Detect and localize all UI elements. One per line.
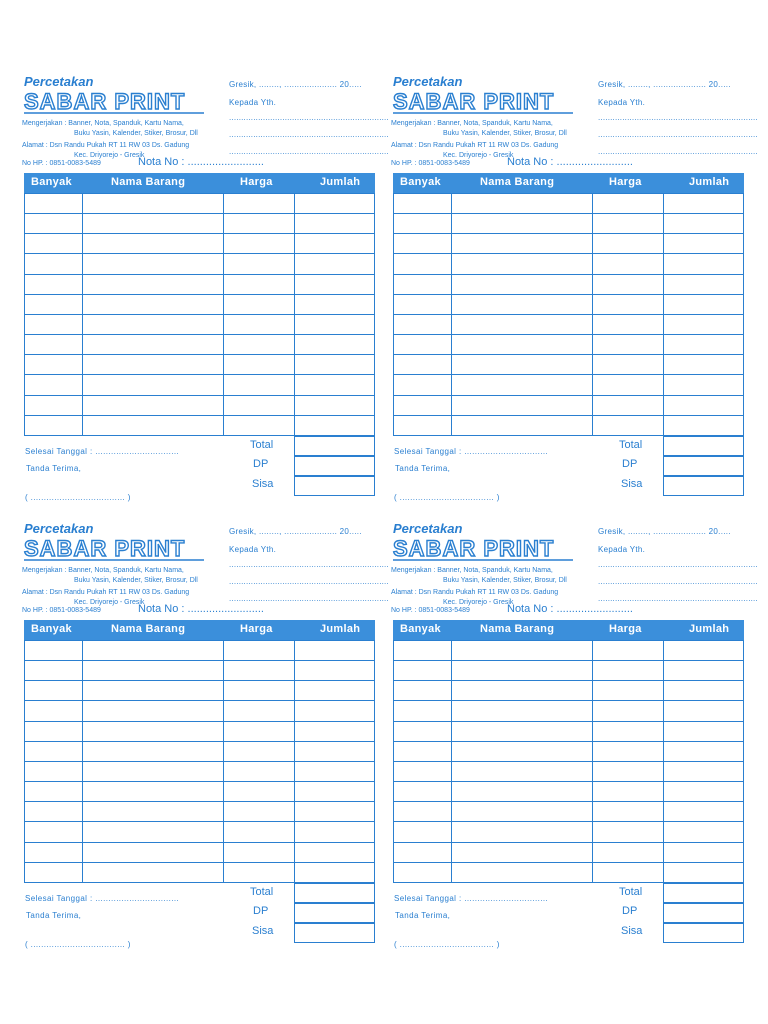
services-line-2: Buku Yasin, Kalender, Stiker, Brosur, Dll — [74, 577, 198, 584]
table-row-line — [24, 415, 375, 416]
recipient-line-2: .................................................................. — [598, 577, 758, 586]
table-row-line — [393, 781, 744, 782]
sisa-label: Sisa — [252, 925, 274, 937]
services-line-2: Buku Yasin, Kalender, Stiker, Brosur, Dll — [74, 130, 198, 137]
header-harga: Harga — [609, 176, 642, 188]
table-header — [393, 620, 744, 640]
selesai-tanggal: Selesai Tanggal : ................................ — [394, 894, 549, 903]
services — [22, 119, 198, 139]
address-line-2: Kec. Driyorejo - Gresik — [443, 151, 514, 159]
phone-number: No HP. : 0851-0083-5489 — [391, 160, 470, 167]
table-grid — [24, 193, 375, 435]
sisa-label: Sisa — [252, 478, 274, 490]
services — [391, 119, 567, 139]
services-line-1: Mengerjakan : Banner, Nota, Spanduk, Kartu Nama, — [22, 120, 184, 127]
header-nama-barang: Nama Barang — [480, 623, 555, 635]
dp-label: DP — [622, 458, 638, 470]
header-nama-barang: Nama Barang — [111, 623, 186, 635]
tanda-terima: Tanda Terima, — [26, 911, 82, 920]
signature-line: ( .................................... ) — [25, 940, 131, 949]
table-row-line — [393, 253, 744, 254]
table-row-line — [24, 274, 375, 275]
recipient-line-3: .................................................................. — [598, 594, 758, 603]
table-row-line — [24, 314, 375, 315]
table-row-line — [393, 354, 744, 355]
sabar-print-logo — [391, 534, 581, 562]
invoice-form-2 — [391, 72, 758, 502]
kepada-yth-label: Kepada Yth. — [598, 98, 646, 107]
date-line: Gresik, ........, ..................... 20..... — [598, 527, 731, 536]
dp-box[interactable] — [663, 903, 744, 923]
dp-label: DP — [253, 458, 269, 470]
table-grid — [393, 193, 744, 435]
address-line-2: Kec. Driyorejo - Gresik — [443, 598, 514, 606]
invoice-table — [393, 620, 744, 882]
table-row-line — [393, 660, 744, 661]
dp-label: DP — [622, 905, 638, 917]
address-line-1: Alamat : Dsn Randu Pukah RT 11 RW 03 Ds. Gadung — [391, 589, 559, 596]
recipient-line-2: .................................................................. — [229, 130, 389, 139]
recipient-line-1: .................................................................. — [598, 560, 758, 569]
kepada-yth-label: Kepada Yth. — [229, 545, 277, 554]
nota-number: Nota No : ......................... — [507, 603, 633, 615]
invoice-form-1 — [22, 72, 389, 502]
phone-number: No HP. : 0851-0083-5489 — [22, 160, 101, 167]
total-label: Total — [619, 439, 643, 451]
table-row-line — [393, 842, 744, 843]
sisa-box[interactable] — [294, 476, 375, 496]
header-harga: Harga — [240, 176, 273, 188]
phone-number: No HP. : 0851-0083-5489 — [391, 607, 470, 614]
recipient-line-3: .................................................................. — [229, 147, 389, 156]
selesai-tanggal: Selesai Tanggal : ................................ — [25, 447, 180, 456]
table-row-line — [24, 700, 375, 701]
table-row-line — [24, 761, 375, 762]
address-line-2: Kec. Driyorejo - Gresik — [74, 598, 145, 606]
header-nama-barang: Nama Barang — [111, 176, 186, 188]
sabar-print-logo — [22, 87, 212, 115]
header-harga: Harga — [609, 623, 642, 635]
address-line-1: Alamat : Dsn Randu Pukah RT 11 RW 03 Ds. Gadung — [391, 142, 559, 149]
table-row-line — [24, 680, 375, 681]
header-jumlah: Jumlah — [689, 176, 730, 188]
invoice-table — [24, 173, 375, 435]
date-line: Gresik, ........, ..................... 20..... — [229, 527, 362, 536]
brand-logo-text: SABAR PRINT — [24, 89, 186, 114]
recipient-line-2: .................................................................. — [229, 577, 389, 586]
services-line-1: Mengerjakan : Banner, Nota, Spanduk, Kartu Nama, — [22, 567, 184, 574]
header-jumlah: Jumlah — [689, 623, 730, 635]
sisa-box[interactable] — [663, 476, 744, 496]
table-row-line — [393, 294, 744, 295]
brand-logo-text: SABAR PRINT — [393, 89, 555, 114]
signature-line: ( .................................... ) — [25, 493, 131, 502]
signature-line: ( .................................... ) — [394, 493, 500, 502]
header-banyak: Banyak — [400, 623, 441, 635]
header-harga: Harga — [240, 623, 273, 635]
kepada-yth-label: Kepada Yth. — [598, 545, 646, 554]
total-box[interactable] — [294, 883, 375, 903]
percetakan-label: Percetakan — [24, 521, 94, 536]
table-row-line — [24, 193, 375, 194]
table-row-line — [393, 233, 744, 234]
header-jumlah: Jumlah — [320, 623, 361, 635]
percetakan-label: Percetakan — [24, 74, 94, 89]
total-box[interactable] — [663, 883, 744, 903]
table-grid — [393, 640, 744, 882]
table-row-line — [393, 862, 744, 863]
table-row-line — [393, 821, 744, 822]
header-nama-barang: Nama Barang — [480, 176, 555, 188]
table-row-line — [24, 821, 375, 822]
invoice-table — [24, 620, 375, 882]
signature-line: ( .................................... ) — [394, 940, 500, 949]
table-row-line — [24, 294, 375, 295]
table-row-line — [393, 374, 744, 375]
table-header — [393, 173, 744, 193]
total-box[interactable] — [663, 436, 744, 456]
table-row-line — [393, 741, 744, 742]
table-row-line — [393, 680, 744, 681]
sisa-label: Sisa — [621, 925, 643, 937]
header-banyak: Banyak — [400, 176, 441, 188]
total-label: Total — [619, 886, 643, 898]
total-label: Total — [250, 886, 274, 898]
invoice-form-3 — [22, 519, 389, 949]
table-row-line — [24, 842, 375, 843]
brand-logo-text: SABAR PRINT — [393, 536, 555, 561]
table-row-line — [24, 354, 375, 355]
services — [22, 566, 198, 586]
table-row-line — [24, 741, 375, 742]
table-row-line — [393, 314, 744, 315]
address-line-1: Alamat : Dsn Randu Pukah RT 11 RW 03 Ds. Gadung — [22, 589, 190, 596]
address-line-2: Kec. Driyorejo - Gresik — [74, 151, 145, 159]
sisa-label: Sisa — [621, 478, 643, 490]
recipient-line-3: .................................................................. — [598, 147, 758, 156]
table-row-line — [393, 721, 744, 722]
percetakan-label: Percetakan — [393, 521, 463, 536]
table-row-line — [24, 862, 375, 863]
sisa-box[interactable] — [663, 923, 744, 943]
total-box[interactable] — [294, 436, 375, 456]
kepada-yth-label: Kepada Yth. — [229, 98, 277, 107]
percetakan-label: Percetakan — [393, 74, 463, 89]
brand-logo-text: SABAR PRINT — [24, 536, 186, 561]
services-line-2: Buku Yasin, Kalender, Stiker, Brosur, Dll — [443, 577, 567, 584]
header-banyak: Banyak — [31, 623, 72, 635]
table-row-line — [393, 700, 744, 701]
header-jumlah: Jumlah — [320, 176, 361, 188]
date-line: Gresik, ........, ..................... 20..... — [598, 80, 731, 89]
table-row-line — [393, 801, 744, 802]
dp-box[interactable] — [663, 456, 744, 476]
table-row-line — [24, 801, 375, 802]
tanda-terima: Tanda Terima, — [395, 911, 451, 920]
table-row-line — [393, 334, 744, 335]
table-grid — [24, 640, 375, 882]
recipient-line-2: .................................................................. — [598, 130, 758, 139]
table-row-line — [24, 660, 375, 661]
nota-number: Nota No : ......................... — [138, 156, 264, 168]
tanda-terima: Tanda Terima, — [395, 464, 451, 473]
dp-label: DP — [253, 905, 269, 917]
table-row-line — [393, 640, 744, 641]
recipient-line-1: .................................................................. — [598, 113, 758, 122]
nota-number: Nota No : ......................... — [507, 156, 633, 168]
table-row-line — [24, 233, 375, 234]
services-line-1: Mengerjakan : Banner, Nota, Spanduk, Kartu Nama, — [391, 120, 553, 127]
table-row-line — [24, 374, 375, 375]
table-row-line — [393, 193, 744, 194]
services — [391, 566, 567, 586]
recipient-line-3: .................................................................. — [229, 594, 389, 603]
address-line-1: Alamat : Dsn Randu Pukah RT 11 RW 03 Ds. Gadung — [22, 142, 190, 149]
table-row-line — [24, 253, 375, 254]
table-row-line — [393, 274, 744, 275]
total-label: Total — [250, 439, 274, 451]
table-row-line — [24, 721, 375, 722]
table-header — [24, 620, 375, 640]
table-row-line — [24, 395, 375, 396]
header-banyak: Banyak — [31, 176, 72, 188]
recipient-line-1: .................................................................. — [229, 113, 389, 122]
table-row-line — [393, 415, 744, 416]
selesai-tanggal: Selesai Tanggal : ................................ — [394, 447, 549, 456]
date-line: Gresik, ........, ..................... 20..... — [229, 80, 362, 89]
table-header — [24, 173, 375, 193]
sisa-box[interactable] — [294, 923, 375, 943]
sabar-print-logo — [391, 87, 581, 115]
invoice-table — [393, 173, 744, 435]
table-row-line — [393, 761, 744, 762]
tanda-terima: Tanda Terima, — [26, 464, 82, 473]
invoice-form-4 — [391, 519, 758, 949]
table-row-line — [24, 213, 375, 214]
selesai-tanggal: Selesai Tanggal : ................................ — [25, 894, 180, 903]
table-row-line — [24, 334, 375, 335]
services-line-2: Buku Yasin, Kalender, Stiker, Brosur, Dll — [443, 130, 567, 137]
dp-box[interactable] — [294, 456, 375, 476]
recipient-line-1: .................................................................. — [229, 560, 389, 569]
services-line-1: Mengerjakan : Banner, Nota, Spanduk, Kartu Nama, — [391, 567, 553, 574]
table-row-line — [24, 640, 375, 641]
dp-box[interactable] — [294, 903, 375, 923]
table-row-line — [393, 395, 744, 396]
table-row-line — [24, 781, 375, 782]
nota-number: Nota No : ......................... — [138, 603, 264, 615]
phone-number: No HP. : 0851-0083-5489 — [22, 607, 101, 614]
table-row-line — [393, 213, 744, 214]
sabar-print-logo — [22, 534, 212, 562]
